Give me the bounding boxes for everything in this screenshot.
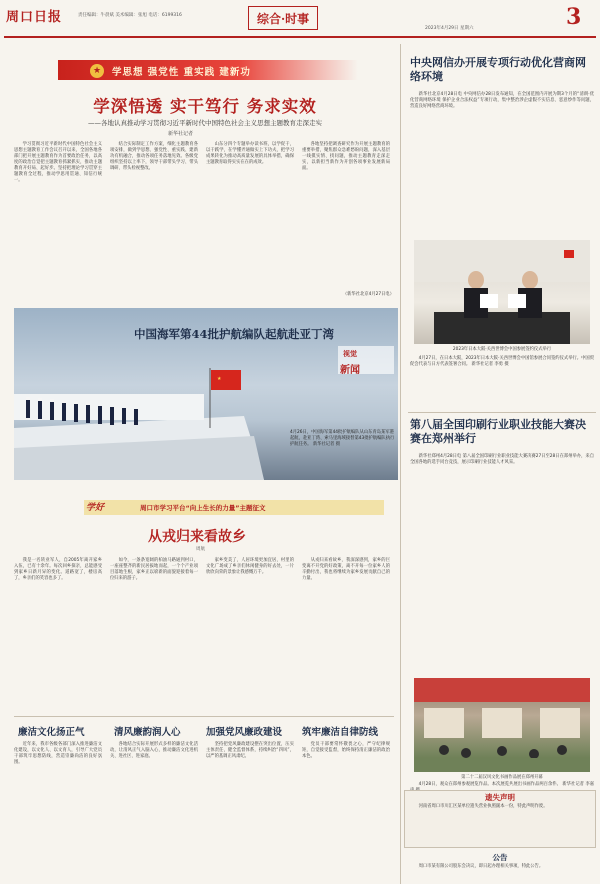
navy-headline: 中国海军第44批护航编队起航赴亚丁湾 <box>134 327 335 341</box>
party-emblem-icon: ★ <box>90 64 104 78</box>
essay-column-3: 家乡变美了，人居环境更加宜居，村里的文化广场成了乡亲们休闲健身的好去处，一片欣欣向荣的景象让我感慨万千。 <box>206 558 294 575</box>
lead-column-3: 山东分四个专题举办读书班，以学促干，以干践学，在学懂弄通做实上下功夫，把学习成果转化为推动高质量发展的具体举措，确保主题教育取得实实在在的成效。 <box>206 142 294 165</box>
essay-column-1: 我是一名转业军人，自2005年离开家乡入伍，已有十余年。每次回乡探亲，总能感受到家乡日新月异的变化。道路宽了，楼房高了，乡亲们的笑容也多了。 <box>14 558 102 581</box>
exhibition-article: 4月28日，观众在郑州参观展览作品。本次展览共展出书画作品两百余件。 新华社记者 李嘉 <box>418 782 594 787</box>
section-divider <box>14 716 394 717</box>
banner-slogan: 学思想 强党性 重实践 建新功 <box>112 67 251 78</box>
right-article-2: 新华社郑州4月28日电 第八届全国印刷行业职业技能大赛决赛27日至28日在郑州举办，来自全国各地的选手同台竞技，展示印刷行业技能人才风采。 <box>410 454 594 465</box>
right-headline-1: 中央网信办开展专项行动优化营商网络环境 <box>410 56 586 83</box>
lead-column-1: 学习贯彻习近平新时代中国特色社会主义思想主题教育工作会议召开以来，全国各地各部门把开展主题教育作为首要政治任务，以高度的政治自觉把主题教育抓紧抓实，推动主题教育开好局、起好步。坚持把理论学习贯穿主题教育全过程，推动学思用贯通、知信行统一。 <box>14 142 102 183</box>
bottom-column-1: 近年来，我市各级各部门深入推进廉洁文化建设，以文化人、以文育人，引导广大党员干部筑牢思想防线，营造崇廉尚洁的良好氛围。 <box>14 742 102 765</box>
right-headline-2: 第八届全国印刷行业职业技能大赛决赛在郑州举行 <box>410 418 586 445</box>
lead-byline: 新华社记者 <box>168 131 194 137</box>
signing-ceremony-illustration <box>414 240 590 344</box>
essay-byline: 周航 <box>196 547 205 552</box>
announcement-text: 周口市某有限公司股东会决议，即日起办理相关事项，特此公告。 <box>418 864 544 869</box>
essay-logo: 学好 <box>86 503 105 513</box>
lost-notice-text: 河南省周口市川汇区某单位遗失营业执照副本一份，特此声明作废。 <box>418 804 548 809</box>
national-flag-icon <box>211 370 241 390</box>
exhibition-photo <box>414 678 590 772</box>
editor-credits: 责任编辑：牛晨斌 美术编辑：张旭 电话：6199316 <box>78 13 182 18</box>
lead-credit: （新华社北京4月27日电） <box>342 292 394 297</box>
bottom-column-2: 各地结合实际开展形式多样的廉洁文化活动，让清风正气入脑入心，推动廉洁文化进机关、进社区、进家庭。 <box>110 742 198 759</box>
essay-column-2: 如今，一条条宽阔的柏油马路通到村口，一座座整齐的新民居拔地而起，一个个产业项目落地生根，家乡正以崭新的面貌迎接着每一位归来的游子。 <box>110 558 198 581</box>
announcement-heading: 公告 <box>492 853 508 862</box>
bottom-headline-1: 廉洁文化扬正气 <box>18 727 85 738</box>
column-divider <box>400 44 401 884</box>
right-article-1: 新华社北京4月28日电 中央网信办28日发布通知，在全国范围内开展为期3个月的“清朗·优化营商网络环境 保护企业合法权益”专项行动，集中整治涉企虚假不实信息、恶意炒作等问题，营造良好网络营商环境。 <box>410 92 594 109</box>
signing-photo-caption: 2023年日本大阪·关西世博会中国参展签约仪式举行 <box>452 347 552 352</box>
right-divider <box>408 412 596 413</box>
exhibition-hall-illustration <box>414 678 590 772</box>
visual-news-badge-top: 视觉 <box>343 350 357 358</box>
issue-date: 2023年4月29日 星期六 <box>425 26 474 31</box>
masthead-rule <box>4 36 596 38</box>
bottom-headline-4: 筑牢廉洁自律防线 <box>302 727 379 738</box>
lead-column-2: 结合实际制定工作方案，细化主题教育各项安排，做到学思想、强党性、重实践、建新功有机融合，推动各项任务落地见效。各级党组织坚持以上率下，领导干部带头学习、带头调研、带头检视整改。 <box>110 142 198 171</box>
visual-news-badge-bottom: 新闻 <box>340 365 360 376</box>
bottom-column-3: 坚持把党风廉政建设摆在突出位置，压实主体责任，健全监督体系，持续纠治“四风”，以严的基调正风肃纪。 <box>206 742 294 759</box>
lost-notice-heading: 遗失声明 <box>485 793 515 802</box>
page-number: 3 <box>566 4 582 30</box>
svg-text:★: ★ <box>217 376 222 382</box>
essay-column-4: 从戎归来看故乡，我深深感到，家乡的巨变离不开党的好政策，离不开每一位家乡人的辛勤付出，我也将继续为家乡发展贡献自己的力量。 <box>302 558 390 581</box>
essay-banner-text: 周口市学习平台“向上生长的力量”主题征文 <box>140 504 266 512</box>
section-title: 综合·时事 <box>248 6 318 30</box>
exhibition-photo-caption: 第二十二届汉风文化书画作品展在郑州开幕 <box>461 775 543 780</box>
bottom-headline-3: 加强党风廉政建设 <box>206 727 283 738</box>
lead-column-4: 各地坚持把调查研究作为开展主题教育的重要举措，聚焦群众急难愁盼问题，深入基层一线摸实情、找问题，推动主题教育走深走实，以新担当新作为开创各项事业发展新局面。 <box>302 142 390 171</box>
signing-article: 4月27日，在日本大阪，2023年日本大阪·关西世博会中国馆参展合同签约仪式举行。中国贸促会代表与日方代表签署合同。 新华社记者 李勇 摄 <box>410 356 594 367</box>
bottom-column-4: 党员干部要常怀敬畏之心，严守纪律规矩，自觉接受监督，始终保持清正廉洁的政治本色。 <box>302 742 390 759</box>
newspaper-logo: 周口日报 <box>6 10 63 25</box>
navy-caption: 4月26日，中国海军第44批护航编队从山东青岛某军港起航，赴亚丁湾、索马里海域接替第43批护航编队执行护航任务。 新华社记者 摄 <box>290 430 395 447</box>
lead-subheadline: ——各地认真推动学习贯彻习近平新时代中国特色社会主义思想主题教育走深走实 <box>88 119 322 127</box>
lead-headline: 学深悟透 实干笃行 务求实效 <box>93 97 317 116</box>
bottom-headline-2: 清风廉韵润人心 <box>114 727 181 738</box>
signing-photo <box>414 240 590 344</box>
essay-headline: 从戎归来看故乡 <box>148 529 246 545</box>
